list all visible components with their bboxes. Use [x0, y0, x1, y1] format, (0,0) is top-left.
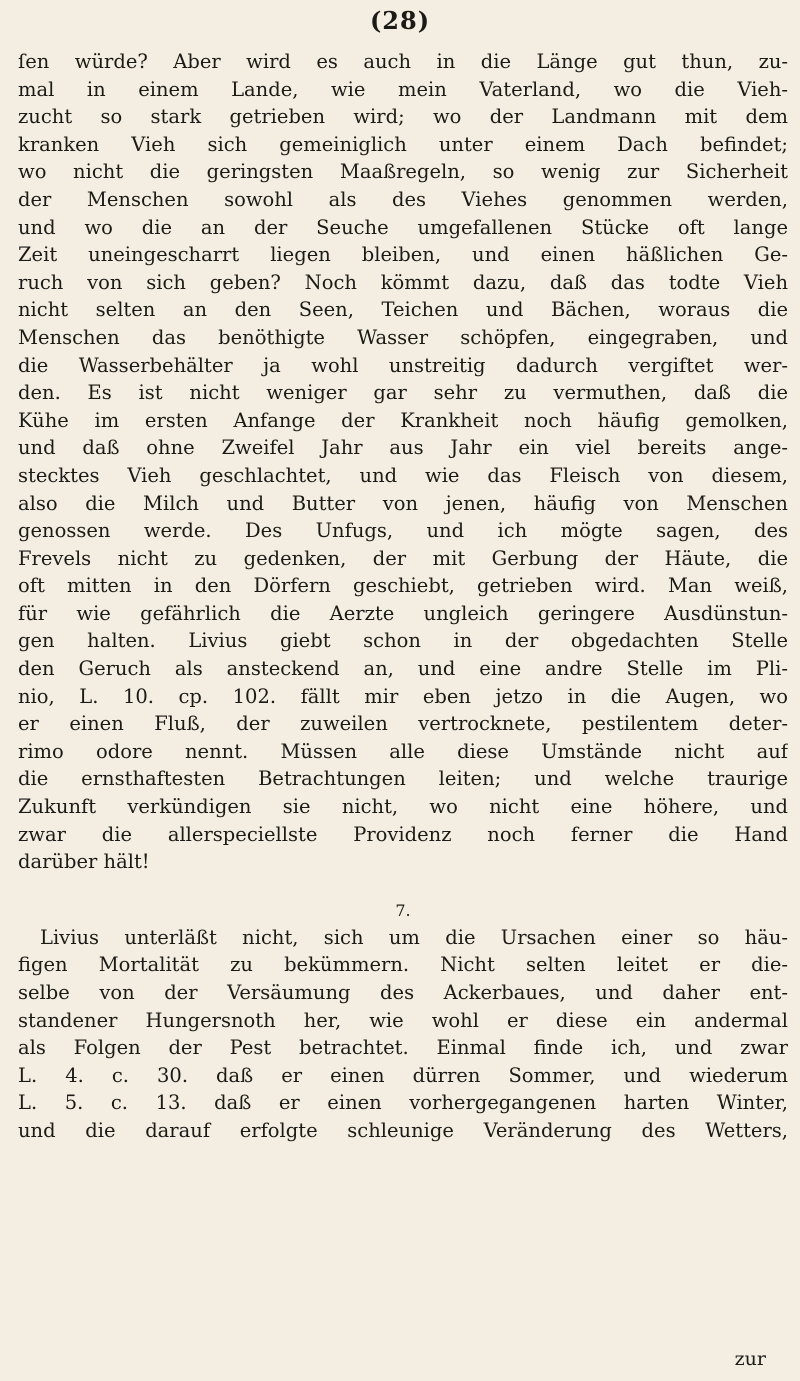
paragraph-1	[18, 48, 788, 876]
page-number: (28)	[369, 6, 431, 35]
section-marker: 7.	[395, 900, 411, 920]
text-line: wo nicht die geringsten Maaßregeln, so wenig zur Sicherheit	[18, 160, 788, 184]
text-line: figen Mortalität zu bekümmern. Nicht selten leitet er die-	[18, 953, 788, 977]
text-line: standener Hungersnoth her, wie wohl er diese ein andermal	[18, 1008, 788, 1032]
text-line: nio, L. 10. cp. 102. fällt mir eben jetzo in die Augen, wo	[18, 684, 788, 708]
text-line: nicht selten an den Seen, Teichen und Bächen, woraus die	[18, 298, 788, 322]
text-line: gen halten. Livius giebt schon in der obgedachten Stelle	[18, 629, 788, 653]
text-line: kranken Vieh sich gemeiniglich unter einem Dach befindet;	[18, 132, 788, 156]
text-line: und wo die an der Seuche umgefallenen Stücke oft lange	[18, 215, 788, 239]
text-line: und daß ohne Zweifel Jahr aus Jahr ein viel bereits ange-	[18, 436, 788, 460]
text-line: L. 5. c. 13. daß er einen vorhergegangenen harten Winter,	[18, 1091, 788, 1115]
text-line: ſen würde? Aber wird es auch in die Länge gut thun, zu-	[18, 50, 788, 73]
paragraph-2	[18, 924, 788, 1145]
text-line: die ernsthaftesten Betrachtungen leiten; und welche traurige	[18, 767, 788, 791]
text-line: oft mitten in den Dörfern geschiebt, getrieben wird. Man weiß,	[18, 574, 788, 598]
text-line: der Menschen sowohl als des Viehes genommen werden,	[18, 187, 788, 211]
text-line: den Geruch als ansteckend an, und eine andre Stelle im Pli-	[18, 657, 788, 681]
text-line: mal in einem Lande, wie mein Vaterland, wo die Vieh-	[18, 77, 788, 101]
text-line: die Wasserbehälter ja wohl unstreitig dadurch vergiftet wer-	[18, 353, 788, 377]
text-line: zwar die allerspeciellste Providenz noch ferner die Hand	[18, 822, 788, 846]
text-line: Frevels nicht zu gedenken, der mit Gerbung der Häute, die	[18, 546, 788, 570]
text-line: also die Milch und Butter von jenen, häufig von Menschen	[18, 491, 788, 515]
text-line: genossen werde. Des Unfugs, und ich mögte sagen, des	[18, 519, 788, 543]
text-line: Livius unterläßt nicht, sich um die Ursachen einer so häu-	[40, 925, 788, 949]
text-line: Zeit uneingescharrt liegen bleiben, und einen häßlichen Ge-	[18, 243, 788, 267]
text-line: selbe von der Versäumung des Ackerbaues, und daher ent-	[18, 981, 788, 1004]
text-line: Kühe im ersten Anfange der Krankheit noch häufig gemolken,	[18, 408, 788, 432]
text-line: darüber hält!	[18, 850, 150, 874]
text-line: zucht so stark getrieben wird; wo der Landmann mit dem	[18, 105, 788, 129]
text-line: als Folgen der Pest betrachtet. Einmal finde ich, und zwar	[18, 1036, 788, 1060]
text-line: Menschen das benöthigte Wasser schöpfen, eingegraben, und	[18, 325, 788, 349]
catchword: zur	[734, 1348, 766, 1370]
page-body	[18, 48, 788, 1145]
text-line: stecktes Vieh geschlachtet, und wie das Fleisch von diesem,	[18, 463, 788, 487]
text-line: für wie gefährlich die Aerzte ungleich geringere Ausdünstun-	[18, 601, 788, 625]
text-line: er einen Fluß, der zuweilen vertrocknete, pestilentem deter-	[18, 712, 788, 736]
text-line: rimo odore nennt. Müssen alle diese Umstände nicht auf	[18, 739, 788, 763]
text-line: den. Es ist nicht weniger gar sehr zu vermuthen, daß die	[18, 381, 788, 405]
text-line: ruch von sich geben? Noch kömmt dazu, daß das todte Vieh	[18, 270, 788, 294]
text-line: und die darauf erfolgte schleunige Veränderung des Wetters,	[18, 1118, 788, 1142]
text-line: Zukunft verkündigen sie nicht, wo nicht eine höhere, und	[18, 795, 788, 819]
text-line: L. 4. c. 30. daß er einen dürren Sommer, und wiederum	[18, 1063, 788, 1087]
